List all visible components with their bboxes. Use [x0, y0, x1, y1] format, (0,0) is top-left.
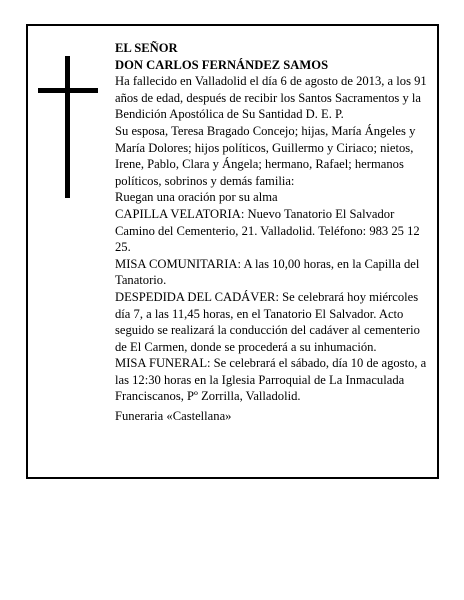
- death-paragraph: Ha fallecido en Valladolid el día 6 de agosto de 2013, a los 91 años de edad, después de recibir los Santos Sacramentos y la Bendición Apostólica de Su Santidad D. E. P.: [115, 74, 427, 122]
- obituary-notice: [26, 24, 439, 479]
- deceased-name: DON CARLOS FERNÁNDEZ SAMOS: [115, 57, 329, 72]
- cross-horizontal-bar: [38, 88, 98, 93]
- cross-icon: [38, 56, 98, 198]
- funeral-mass-info: MISA FUNERAL: Se celebrará el sábado, día 10 de agosto, a las 12:30 horas en la Iglesia Parroquial de La Inmaculada Franciscanos, Pº Zorrilla, Valladolid.: [115, 356, 427, 404]
- farewell-info: DESPEDIDA DEL CADÁVER: Se celebrará hoy miércoles día 7, a las 11,45 horas, en el Tanatorio El Salvador. Acto seguido se realizará la conducción del cadáver al cementerio de El Carmen, donde se procederá a su inhumación.: [115, 289, 420, 354]
- prayer-request: Ruegan una oración por su alma: [115, 190, 278, 205]
- community-mass-info: MISA COMUNITARIA: A las 10,00 horas, en la Capilla del Tanatorio.: [115, 256, 420, 288]
- cross-vertical-bar: [65, 56, 70, 198]
- family-paragraph: Su esposa, Teresa Bragado Concejo; hijas, María Ángeles y María Dolores; hijos políticos, Guillermo y Ciriaco; nietos, Irene, Pablo, Clara y Ángela; hermano, Rafael; hermanos políticos, sobrinos y demás familia:: [115, 123, 416, 188]
- funeral-home: Funeraria «Castellana»: [115, 409, 232, 424]
- chapel-info: CAPILLA VELATORIA: Nuevo Tanatorio El Salvador Camino del Cementerio, 21. Valladolid. Teléfono: 983 25 12 25.: [115, 206, 420, 255]
- notice-title-line-1: EL SEÑOR: [115, 41, 178, 55]
- notice-text: [115, 40, 427, 425]
